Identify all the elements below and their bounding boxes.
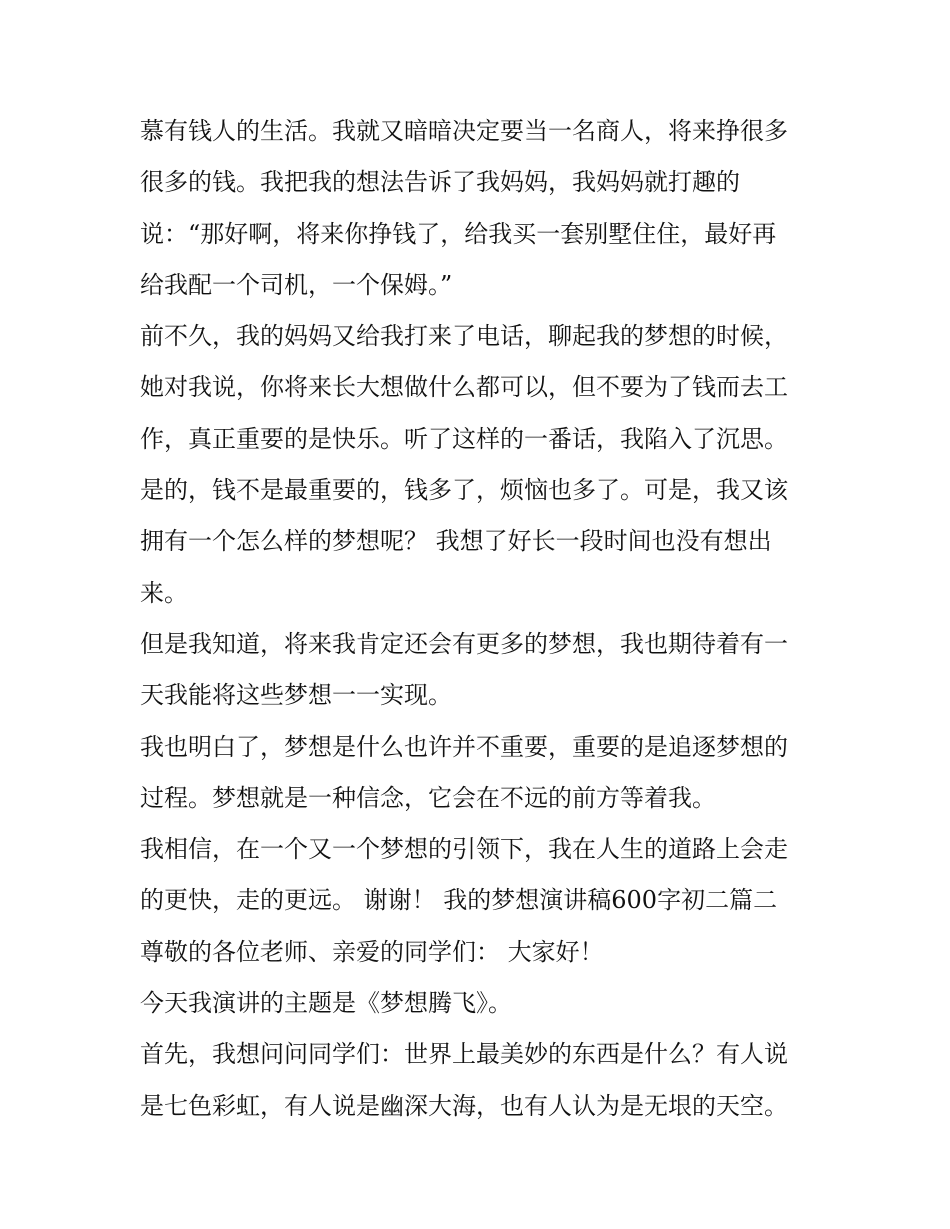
speech-text-body (140, 106, 830, 1132)
text-line: 首先，我想问问同学们：世界上最美妙的东西是什么？有人说 (140, 1040, 788, 1069)
text-line: 她对我说，你将来长大想做什么都可以，但不要为了钱而去工 (140, 373, 788, 402)
text-line: 慕有钱人的生活。我就又暗暗决定要当一名商人，将来挣很多 (140, 117, 788, 145)
text-line: 我也明白了，梦想是什么也许并不重要，重要的是追逐梦想的 (140, 732, 788, 761)
text-line: 尊敬的各位老师、亲爱的同学们： 大家好！ (140, 937, 604, 966)
text-line: 过程。梦想就是一种信念，它会在不远的前方等着我。 (140, 783, 716, 812)
text-line: 天我能将这些梦想一一实现。 (140, 681, 452, 710)
text-line: 是七色彩虹，有人说是幽深大海，也有人认为是无垠的天空。 (140, 1091, 788, 1120)
text-line: 来。 (140, 578, 188, 607)
text-line: 今天我演讲的主题是《梦想腾飞》。 (140, 989, 512, 1018)
text-line: 是的，钱不是最重要的，钱多了，烦恼也多了。可是，我又该 (140, 476, 788, 505)
text-line: 前不久，我的妈妈又给我打来了电话，聊起我的梦想的时候， (140, 322, 788, 351)
text-line: 给我配一个司机，一个保姆。” (140, 270, 453, 299)
text-line: 的更快，走的更远。 谢谢！ 我的梦想演讲稿600字初二篇二 (140, 886, 778, 915)
text-line: 说：“那好啊，将来你挣钱了，给我买一套别墅住住，最好再 (140, 219, 777, 248)
text-line: 作，真正重要的是快乐。听了这样的一番话，我陷入了沉思。 (140, 424, 788, 453)
text-line: 很多的钱。我把我的想法告诉了我妈妈，我妈妈就打趣的 (140, 168, 740, 197)
text-line: 我相信，在一个又一个梦想的引领下，我在人生的道路上会走 (140, 835, 788, 864)
text-line: 但是我知道，将来我肯定还会有更多的梦想，我也期待着有一 (140, 629, 788, 658)
text-line: 拥有一个怎么样的梦想呢？ 我想了好长一段时间也没有想出 (140, 527, 772, 556)
